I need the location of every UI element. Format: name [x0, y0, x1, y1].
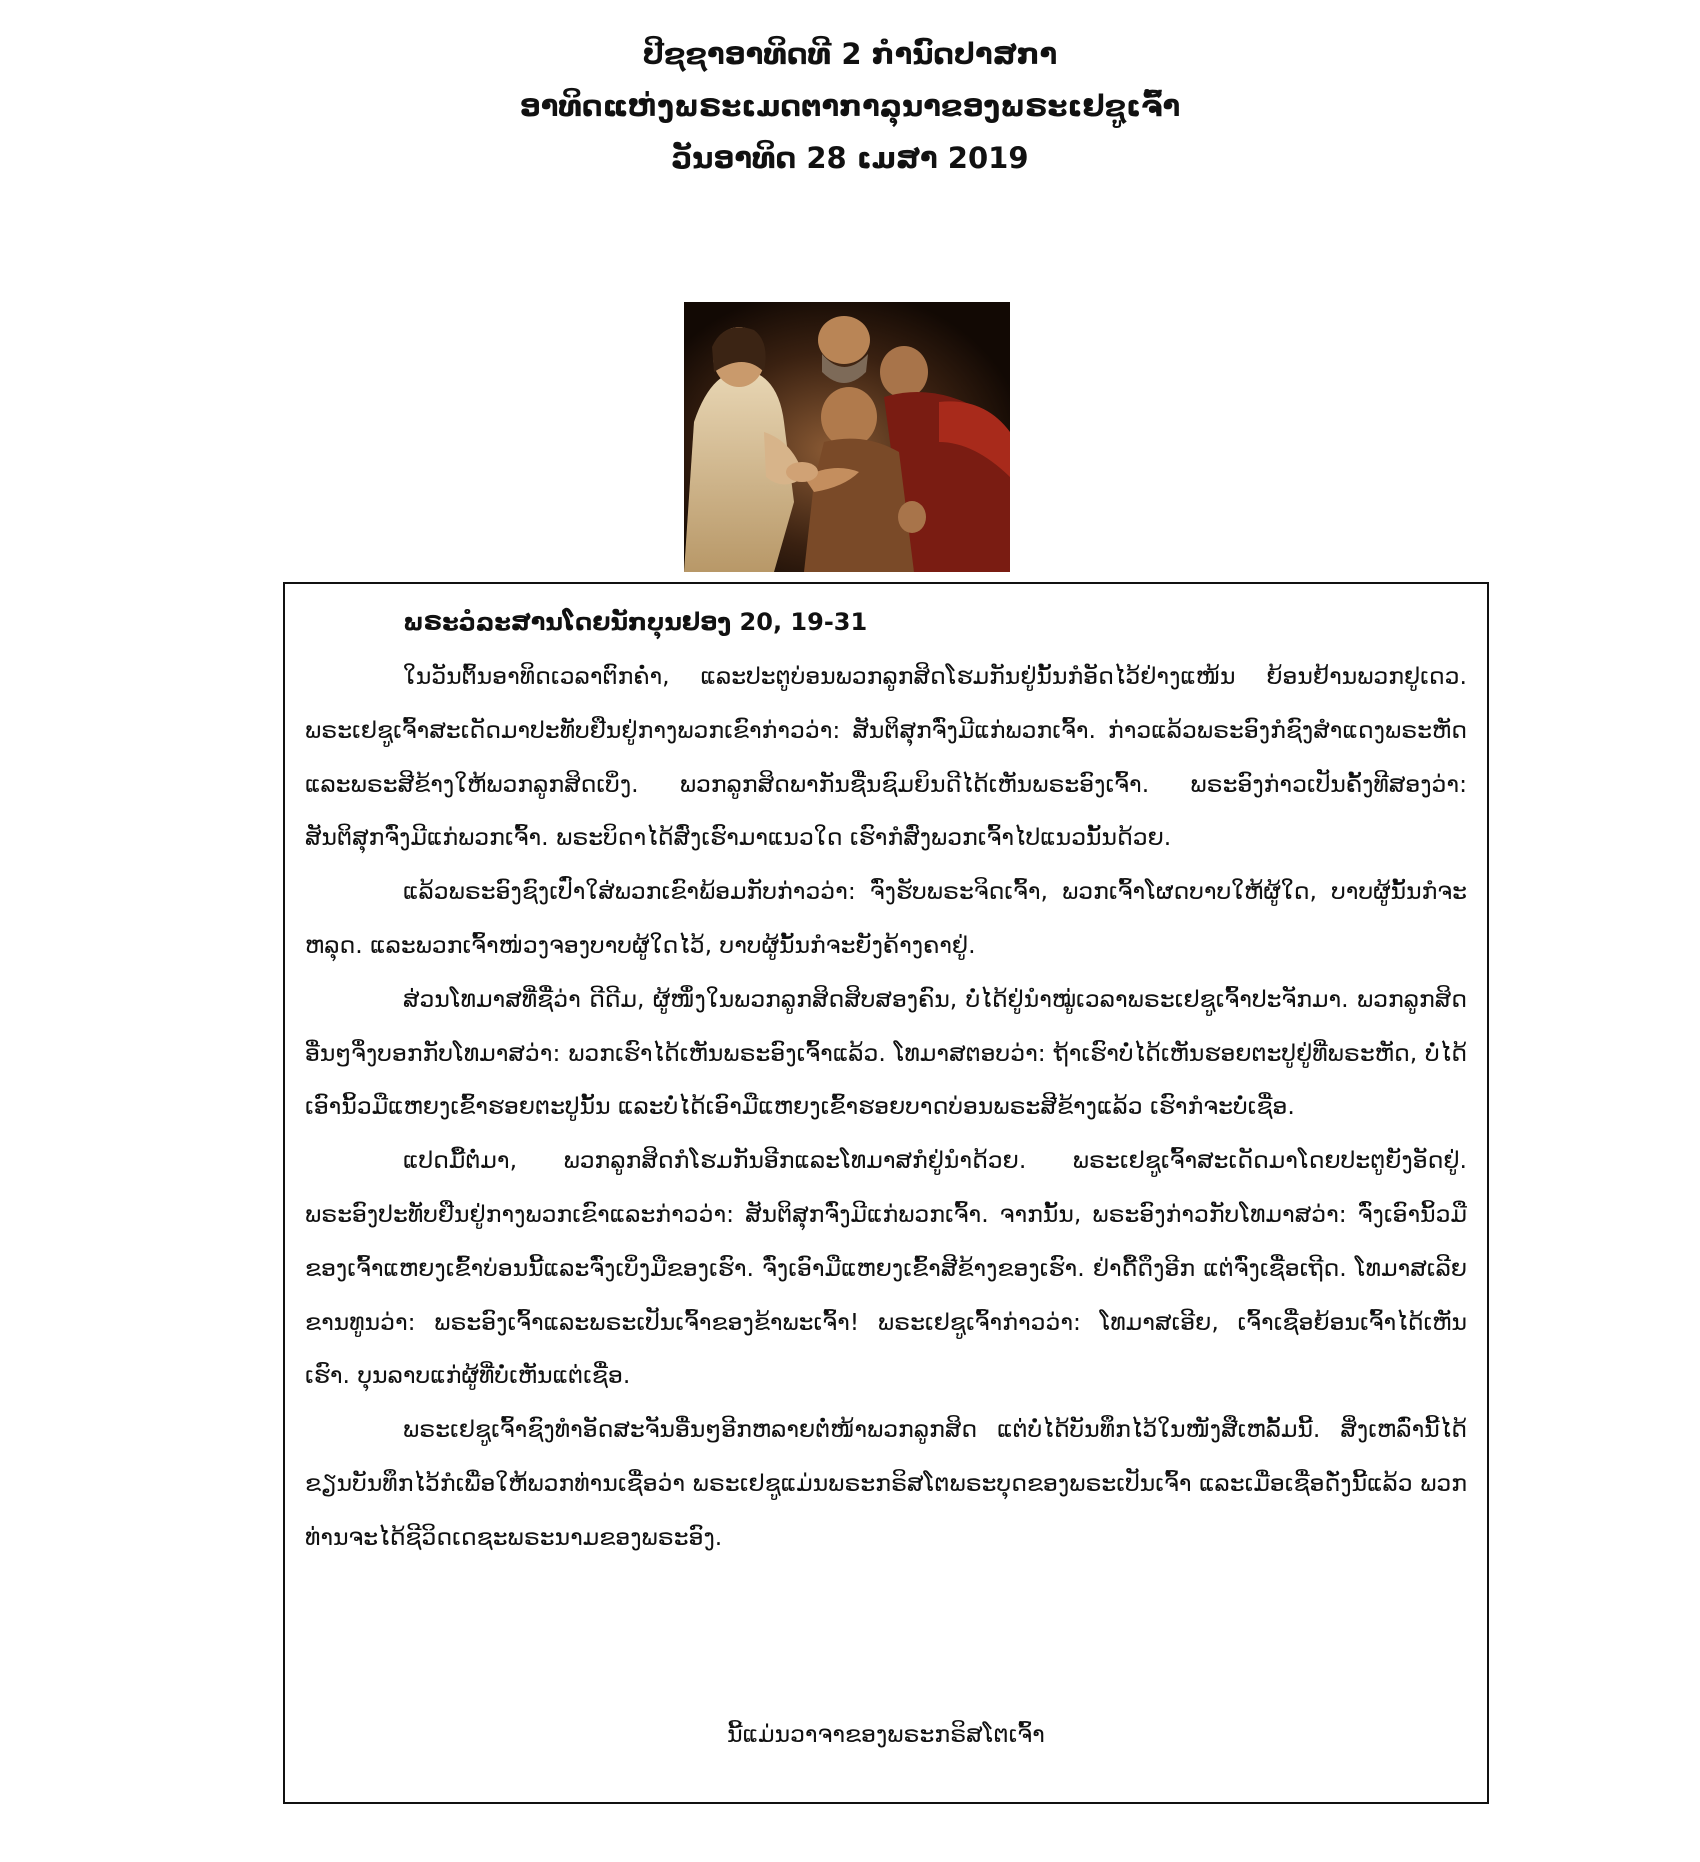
reading-closing: ນີ້ແມ່ນວາຈາຂອງພຣະກຣິສໂຕເຈົ້າ: [727, 1720, 1045, 1748]
reading-paragraph: ສ່ວນໂທມາສທີ່ຊື່ວ່າ ດີດີມ, ຜູ້ໜຶ່ງໃນພວກລູກສິດສິບສອງຄົນ, ບໍ່ໄດ້ຢູ່ນໍາໝູ່ເວລາພຣະເຢຊູເຈົ້າປະຈັກມາ. ພວກລູກສິດອື່ນໆຈຶ່ງບອກກັບໂທມາສວ່າ: ພວກເຮົາໄດ້ເຫັນພຣະອົງເຈົ້າແລ້ວ. ໂທມາສຕອບວ່າ: ຖ້າເຮົາບໍ່ໄດ້ເຫັນຮອຍຕະປູຢູ່ທີ່ພຣະຫັດ, ບໍ່ໄດ້ເອົານິ້ວມືແຫຍງເຂົ້າຮອຍຕະປູນັ້ນ ແລະບໍ່ໄດ້ເອົາມືແຫຍງເຂົ້າຮອຍບາດບ່ອນພຣະສີຂ້າງແລ້ວ ເຮົາກໍຈະບໍ່ເຊື່ອ.: [305, 984, 1467, 1121]
header-line-3: ວັນອາທິດ 28 ເມສາ 2019: [671, 141, 1029, 175]
painting-incredulity-of-thomas-icon: [684, 302, 1010, 572]
reading-paragraph: ແລ້ວພຣະອົງຊົງເປົ່າໃສ່ພວກເຂົາພ້ອມກັບກ່າວວ່າ: ຈົ່ງຮັບພຣະຈິດເຈົ້າ, ພວກເຈົ້າໂຜດບາບໃຫ້ຜູ້ໃດ, ບາບຜູ້ນັ້ນກໍຈະຫລຸດ. ແລະພວກເຈົ້າໜ່ວງຈອງບາບຜູ້ໃດໄວ້, ບາບຜູ້ນັ້ນກໍຈະຍັງຄ້າງຄາຢູ່.: [305, 877, 1467, 959]
page-header: [0, 28, 1700, 184]
reading-paragraph: ແປດມື້ຕໍ່ມາ, ພວກລູກສິດກໍໂຮມກັນອີກແລະໂທມາສກໍຢູ່ນໍາດ້ວຍ. ພຣະເຢຊູເຈົ້າສະເດັດມາໂດຍປະຕູຍັງອັດຢູ່. ພຣະອົງປະທັບຢືນຢູ່ກາງພວກເຂົາແລະກ່າວວ່າ: ສັນຕິສຸກຈົ່ງມີແກ່ພວກເຈົ້າ. ຈາກນັ້ນ, ພຣະອົງກ່າວກັບໂທມາສວ່າ: ຈົ່ງເອົານິ້ວມືຂອງເຈົ້າແຫຍງເຂົ້າບ່ອນນີ້ແລະຈົ່ງເບິ່ງມືຂອງເຮົາ. ຈົ່ງເອົາມືແຫຍງເຂົ້າສີຂ້າງຂອງເຮົາ. ຢ່າດື້ດຶງອີກ ແຕ່ຈົ່ງເຊື່ອເຖີດ. ໂທມາສເລີຍຂານທູນວ່າ: ພຣະອົງເຈົ້າແລະພຣະເປັນເຈົ້າຂອງຂ້າພະເຈົ້າ! ພຣະເຢຊູເຈົ້າກ່າວວ່າ: ໂທມາສເອີຍ, ເຈົ້າເຊື່ອຍ້ອນເຈົ້າໄດ້ເຫັນເຮົາ. ບຸນລາບແກ່ຜູ້ທີ່ບໍ່ເຫັນແຕ່ເຊື່ອ.: [305, 1146, 1467, 1390]
reading-title: ພຣະວໍລະສານໂດຍນັກບຸນຢອງ 20, 19-31: [403, 608, 868, 636]
reading-paragraph: ໃນວັນຕົ້ນອາທິດເວລາຕົກຄໍ່າ, ແລະປະຕູບ່ອນພວກລູກສິດໂຮມກັນຢູ່ນັ້ນກໍອັດໄວ້ຢ່າງແໜ້ນ ຍ້ອນຢ້ານພວກຢູເດວ. ພຣະເຢຊູເຈົ້າສະເດັດມາປະທັບຢືນຢູ່ກາງພວກເຂົາກ່າວວ່າ: ສັນຕິສຸກຈົ່ງມີແກ່ພວກເຈົ້າ. ກ່າວແລ້ວພຣະອົງກໍຊົງສໍາແດງພຣະຫັດແລະພຣະສີຂ້າງໃຫ້ພວກລູກສິດເບິ່ງ. ພວກລູກສິດພາກັນຊື່ນຊົມຍິນດີໄດ້ເຫັນພຣະອົງເຈົ້າ. ພຣະອົງກ່າວເປັນຄັ້ງທີສອງວ່າ: ສັນຕິສຸກຈົ່ງມີແກ່ພວກເຈົ້າ. ພຣະບິດາໄດ້ສົ່ງເຮົາມາແນວໃດ ເຮົາກໍສົ່ງພວກເຈົ້າໄປແນວນັ້ນດ້ວຍ.: [305, 662, 1467, 852]
painting-image: [684, 302, 1010, 572]
reading-body: [305, 650, 1467, 1565]
reading-paragraph: ພຣະເຢຊູເຈົ້າຊົງທໍາອັດສະຈັນອື່ນໆອີກຫລາຍຕໍ່ໜ້າພວກລູກສິດ ແຕ່ບໍ່ໄດ້ບັນທຶກໄວ້ໃນໜັງສືເຫລັ້ມນີ້. ສິ່ງເຫລົ່ານີ້ໄດ້ຂຽນບັນທຶກໄວ້ກໍເພື່ອໃຫ້ພວກທ່ານເຊື່ອວ່າ ພຣະເຢຊູແມ່ນພຣະກຣິສໂຕພຣະບຸດຂອງພຣະເປັນເຈົ້າ ແລະເມື່ອເຊື່ອດັ່ງນີ້ແລ້ວ ພວກທ່ານຈະໄດ້ຊີວິດເດຊະພຣະນາມຂອງພຣະອົງ.: [305, 1415, 1467, 1551]
header-line-2: ອາທິດແຫ່ງພຣະເມດຕາກາລຸນາຂອງພຣະເຢຊູເຈົ້າ: [519, 89, 1181, 123]
gospel-reading-box: [283, 582, 1489, 1804]
header-line-1: ປີຊຊາອາທິດທີ 2 ກໍານົດປາສກາ: [642, 37, 1058, 71]
